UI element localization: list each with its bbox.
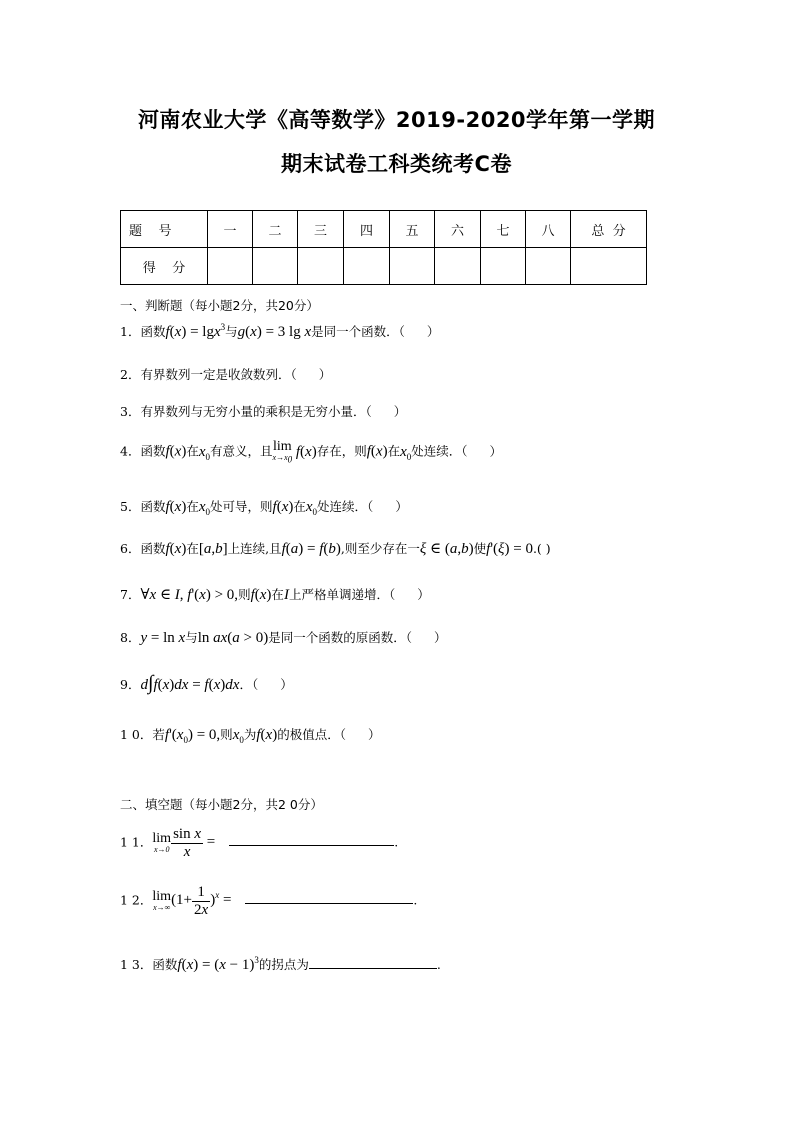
question-11: 1 1． lim x→0 $\frac{\text{sin x}}{x}$ = . — [120, 826, 399, 860]
row-label-score: 得 分 — [121, 248, 208, 285]
score-cell[interactable] — [298, 248, 344, 285]
answer-blank-13[interactable] — [309, 968, 437, 969]
question-12: 1 2． lim x→∞ (1+ $\frac{1}{2x}$ )$^x$ = . — [120, 884, 418, 918]
question-3: 3．有界数列与无穷小量的乘积是无穷小量．（ ） — [120, 404, 407, 419]
answer-blank-12[interactable] — [245, 903, 413, 904]
section2-heading: 二、填空题（每小题2分，共2 0分） — [120, 797, 323, 812]
col-3: 三 — [298, 211, 344, 248]
col-7: 七 — [481, 211, 526, 248]
score-cell[interactable] — [571, 248, 647, 285]
question-1: 1．函数f(x) = lgx$^3$与g(x) = 3 lg x是同一个函数．（ ） — [120, 322, 440, 340]
score-table-header-row — [121, 211, 647, 248]
col-total: 总 分 — [571, 211, 647, 248]
question-6: 6．函数f(x)在[a,b]上连续,且f(a) = f(b),则至少存在一ξ ∈ (a,b)使f'(ξ) = 0.( ) — [120, 541, 551, 557]
question-2: 2．有界数列一定是收敛数列．（ ） — [120, 367, 332, 382]
col-5: 五 — [390, 211, 435, 248]
question-4: 4．函数f(x)在$x_0$有意义，且 lim $x\to x_0$ f(x)存在，则f(x)在$x_0$处连续．（ ） — [120, 439, 503, 465]
row-label-question-number: 题 号 — [121, 211, 208, 248]
score-cell[interactable] — [390, 248, 435, 285]
col-8: 八 — [526, 211, 571, 248]
score-table — [120, 210, 647, 285]
score-cell[interactable] — [208, 248, 253, 285]
col-2: 二 — [253, 211, 298, 248]
answer-blank-11[interactable] — [229, 845, 394, 846]
exam-title-line1: 河南农业大学《高等数学》2019-2020学年第一学期 — [137, 108, 656, 132]
score-cell[interactable] — [344, 248, 390, 285]
score-table-score-row — [121, 248, 647, 285]
question-13: 1 3．函数$f(x) = (x - 1)^3$的拐点为 . — [120, 955, 441, 973]
question-8: 8．y = ln x与ln ax(a > 0)是同一个函数的原函数．（ ） — [120, 630, 447, 646]
score-cell[interactable] — [526, 248, 571, 285]
question-9: 9．d∫f(x)dx = f(x)dx．（ ） — [120, 672, 293, 694]
question-10: 1 0．若$f'(x_0) = 0$,则$x_0$为f(x)的极值点．（ ） — [120, 727, 381, 745]
score-cell[interactable] — [435, 248, 481, 285]
section1-heading: 一、判断题（每小题2分，共20分） — [120, 298, 319, 313]
question-7: 7．∀x ∈ I, f'(x) > 0,则f(x)在I上严格单调递增．（ ） — [120, 587, 430, 603]
col-4: 四 — [344, 211, 390, 248]
question-5: 5．函数f(x)在$x_0$处可导，则f(x)在$x_0$处连续．（ ） — [120, 499, 408, 517]
score-cell[interactable] — [481, 248, 526, 285]
score-cell[interactable] — [253, 248, 298, 285]
col-6: 六 — [435, 211, 481, 248]
exam-title-line2: 期末试卷工科类统考C卷 — [281, 152, 512, 176]
col-1: 一 — [208, 211, 253, 248]
